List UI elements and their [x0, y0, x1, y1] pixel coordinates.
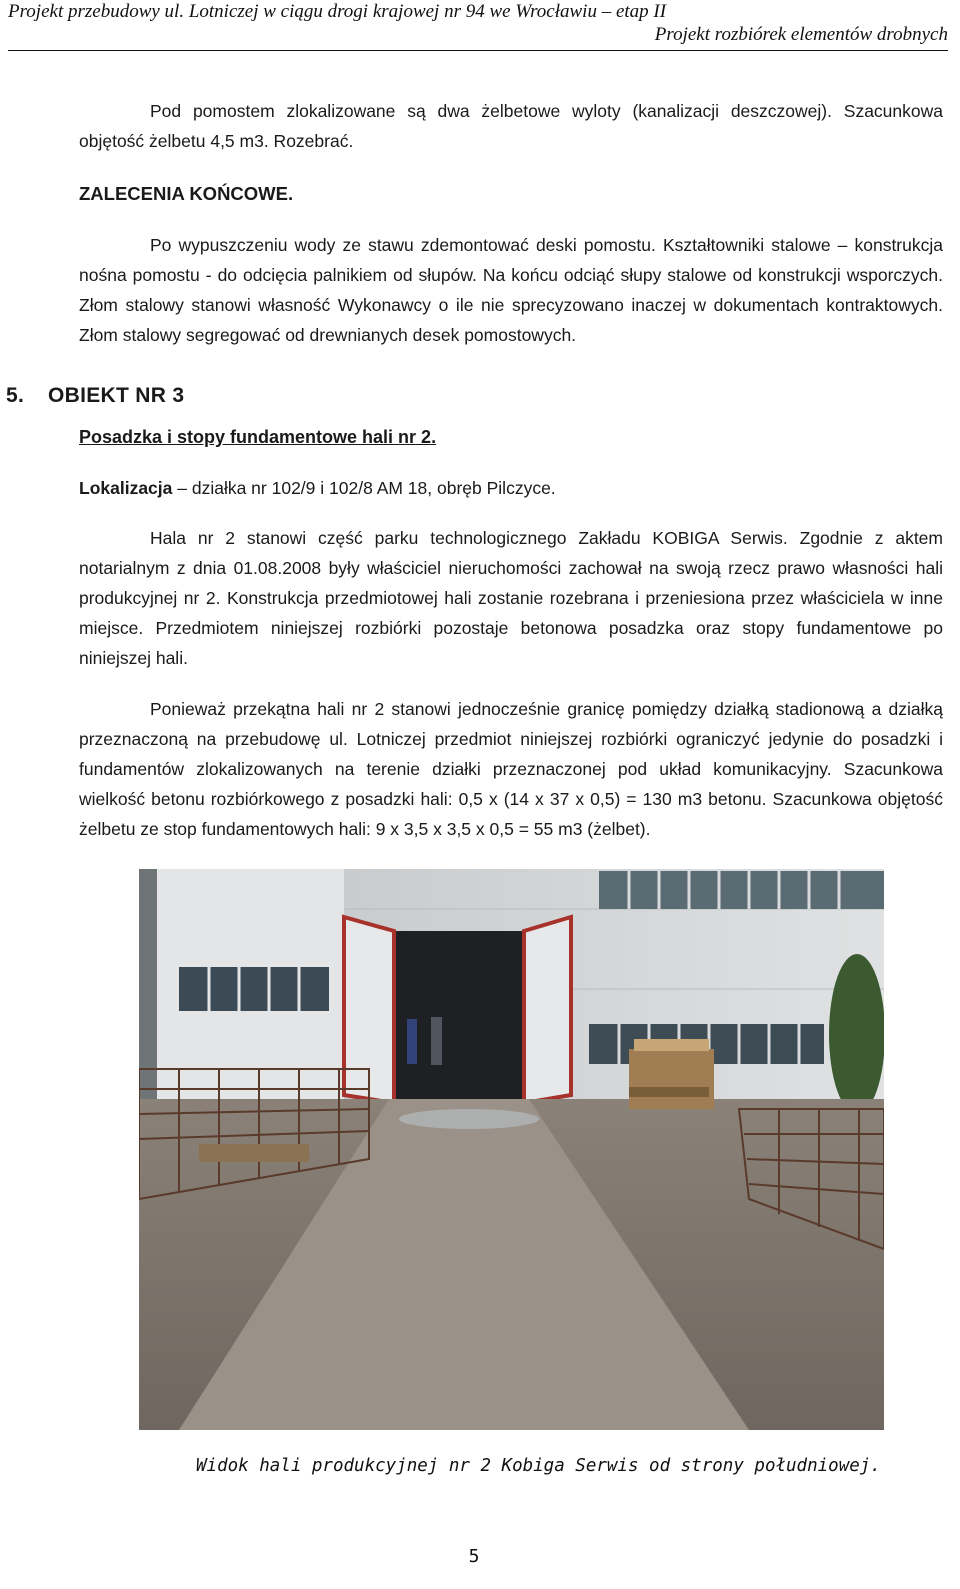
section-heading: [6, 381, 184, 411]
section-title: OBIEKT NR 3: [48, 384, 185, 407]
page-number: 5: [468, 1546, 480, 1567]
paragraph-zalecenia: Po wypuszczeniu wody ze stawu zdemontować deski pomostu. Kształtowniki stalowe – konstrukcja nośna pomostu - do odcięcia palnikiem od słupów. Na końcu odciąć słupy stalowe od konstrukcji wsporczych. Złom stalowy stanowi własność Wykonawcy o ile nie sprecyzowano inaczej w dokumentach kontraktowych. Złom stalowy segregować od drewnianych desek pomostowych.: [79, 235, 943, 345]
paragraph-wyloty: Pod pomostem zlokalizowane są dwa żelbetowe wyloty (kanalizacji deszczowej). Szacunkowa objętość żelbetu 4,5 m3. Rozebrać.: [79, 101, 943, 151]
section-subtitle: Posadzka i stopy fundamentowe hali nr 2.: [79, 427, 437, 447]
header-project-title: Projekt przebudowy ul. Lotniczej w ciągu drogi krajowej nr 94 we Wrocławiu – etap II: [8, 1, 667, 22]
photo-illustration: [139, 869, 884, 1430]
lokalizacja-text: – działka nr 102/9 i 102/8 AM 18, obręb Pilczyce.: [172, 478, 556, 498]
page-header: [8, 0, 948, 51]
header-document-title: Projekt rozbiórek elementów drobnych: [654, 24, 948, 45]
paragraph-hala: Hala nr 2 stanowi część parku technologicznego Zakładu KOBIGA Serwis. Zgodnie z aktem notarialnym z dnia 01.08.2008 były właściciel nieruchomości zachował na swoją rzecz prawo własności hali produkcyjnej nr 2. Konstrukcja przedmiotowej hali zostanie rozebrana i przeniesiona przez właściciela w inne miejsce. Przedmiotem niniejszej rozbiórki pozostaje betonowa posadzka oraz stopy fundamentowe po niniejszej hali.: [79, 528, 943, 668]
photo-hall-building: [139, 869, 884, 1430]
lokalizacja-label: Lokalizacja: [79, 478, 173, 498]
paragraph-lokalizacja: [79, 473, 943, 503]
photo-caption: Widok hali produkcyjnej nr 2 Kobiga Serwis od strony południowej.: [196, 1456, 881, 1476]
heading-zalecenia-koncowe: ZALECENIA KOŃCOWE.: [79, 183, 294, 204]
section-number: 5.: [6, 384, 25, 407]
paragraph-przekatna: Ponieważ przekątna hali nr 2 stanowi jednocześnie granicę pomiędzy działką stadionową a działką przeznaczoną na przebudowę ul. Lotniczej przedmiot niniejszej rozbiórki ograniczyć jedynie do posadzki i fundamentów zlokalizowanych na terenie działki przeznaczonej pod układ komunikacyjny. Szacunkowa wielkość betonu rozbiórkowego z posadzki hali: 0,5 x (14 x 37 x 0,5) = 130 m3 betonu. Szacunkowa objętość żelbetu ze stop fundamentowych hali: 9 x 3,5 x 3,5 x 0,5 = 55 m3 (żelbet).: [79, 699, 943, 839]
